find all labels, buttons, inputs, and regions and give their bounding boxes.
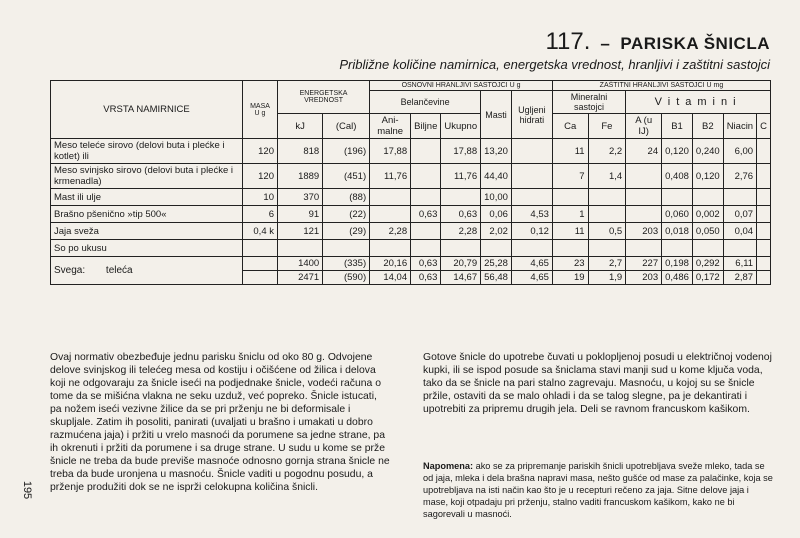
table-cell: 1,9	[588, 271, 626, 285]
table-cell: 13,20	[481, 139, 512, 164]
recipe-number: 117.	[545, 28, 591, 55]
col-c: C	[757, 114, 771, 139]
table-cell: 0,120	[662, 139, 693, 164]
table-cell: 818	[278, 139, 323, 164]
table-cell: 10	[243, 189, 278, 206]
table-cell: 0,486	[662, 271, 693, 285]
col-minerali: Mineralni sastojci	[552, 91, 625, 114]
table-cell: 19	[552, 271, 588, 285]
table-cell: 11,76	[370, 164, 411, 189]
table-cell	[662, 189, 693, 206]
col-masa: MASA U g	[243, 81, 278, 139]
col-kj: kJ	[278, 114, 323, 139]
table-cell	[511, 164, 552, 189]
table-cell: 0,63	[441, 206, 481, 223]
table-cell	[757, 240, 771, 257]
table-cell: 2,7	[588, 257, 626, 271]
col-masti: Masti	[481, 91, 512, 139]
table-cell: 0,06	[481, 206, 512, 223]
table-cell	[552, 240, 588, 257]
table-cell: 1	[552, 206, 588, 223]
table-cell	[662, 240, 693, 257]
table-cell: 20,79	[441, 257, 481, 271]
table-cell: 2,28	[441, 223, 481, 240]
table-cell: 20,16	[370, 257, 411, 271]
table-row	[51, 223, 771, 240]
table-cell: 370	[278, 189, 323, 206]
table-cell: 0,07	[723, 206, 756, 223]
table-cell: 91	[278, 206, 323, 223]
table-cell: 10,00	[481, 189, 512, 206]
table-cell	[370, 189, 411, 206]
table-cell: 11	[552, 223, 588, 240]
table-cell: 17,88	[370, 139, 411, 164]
table-cell: 6,00	[723, 139, 756, 164]
table-cell: 1,4	[588, 164, 626, 189]
svega-label: Svega: teleća	[51, 257, 243, 285]
table-cell	[411, 164, 441, 189]
table-cell: (22)	[323, 206, 370, 223]
table-cell: 0,002	[692, 206, 723, 223]
table-cell: 121	[278, 223, 323, 240]
col-ca: Ca	[552, 114, 588, 139]
col-a: A (u IJ)	[626, 114, 662, 139]
table-cell: 203	[626, 271, 662, 285]
table-cell: 11,76	[441, 164, 481, 189]
table-cell: 56,48	[481, 271, 512, 285]
table-cell: 0,63	[411, 257, 441, 271]
table-cell: (590)	[323, 271, 370, 285]
table-cell: 227	[626, 257, 662, 271]
col-b2: B2	[692, 114, 723, 139]
table-cell	[370, 206, 411, 223]
table-cell: (88)	[323, 189, 370, 206]
total-masa	[243, 271, 278, 285]
col-b1: B1	[662, 114, 693, 139]
table-cell: 0,018	[662, 223, 693, 240]
table-cell: 0,408	[662, 164, 693, 189]
table-cell	[278, 240, 323, 257]
table-cell: 7	[552, 164, 588, 189]
table-cell	[441, 189, 481, 206]
table-cell: 0,63	[411, 271, 441, 285]
col-osnovni: OSNOVNI HRANLJIVI SASTOJCI U g	[370, 81, 553, 91]
table-cell: 2,28	[370, 223, 411, 240]
table-cell	[626, 189, 662, 206]
table-cell: (335)	[323, 257, 370, 271]
page-number: 195	[21, 480, 34, 500]
table-row	[51, 189, 771, 206]
col-fe: Fe	[588, 114, 626, 139]
table-cell: 23	[552, 257, 588, 271]
table-cell: 120	[243, 164, 278, 189]
table-cell: 14,67	[441, 271, 481, 285]
table-cell	[626, 164, 662, 189]
table-cell	[757, 206, 771, 223]
col-vitamini: Vitamini	[626, 91, 771, 114]
note-text: ako se za pripremanje pariskih šnicli upotrebljava sveže mleko, tada se od jaja, mleka i dela brašna napravi masa, nešto gušće od mase za palačinke, koja se upotrebljava na isti način kao što je u recepturi rečeno za jaja. Sitne delove jaja i mase, koji otpadaju pri prženju, stalno vaditi francuskom kašikom, kako ne bi sagorevali u masnoći.	[423, 461, 773, 519]
table-cell	[626, 206, 662, 223]
table-cell: 0,050	[692, 223, 723, 240]
table-cell	[243, 240, 278, 257]
table-cell: 120	[243, 139, 278, 164]
table-cell: 0,120	[692, 164, 723, 189]
table-row-total-telece	[51, 257, 771, 271]
table-cell: (29)	[323, 223, 370, 240]
table-cell: 6,11	[723, 257, 756, 271]
table-cell	[723, 189, 756, 206]
table-cell	[723, 240, 756, 257]
table-cell	[411, 139, 441, 164]
table-cell: 0,198	[662, 257, 693, 271]
table-row	[51, 139, 771, 164]
row-name: Meso svinjsko sirovo (delovi buta i plećke i krmenadla)	[51, 164, 243, 189]
table-cell: 0,4 k	[243, 223, 278, 240]
table-cell	[588, 206, 626, 223]
row-name: So po ukusu	[51, 240, 243, 257]
recipe-dash: –	[600, 34, 611, 53]
table-cell	[757, 223, 771, 240]
row-name: Mast ili ulje	[51, 189, 243, 206]
table-cell	[692, 240, 723, 257]
table-cell: 11	[552, 139, 588, 164]
table-cell	[411, 240, 441, 257]
table-cell: 203	[626, 223, 662, 240]
col-energ: ENERGETSKA VREDNOST	[278, 81, 370, 114]
table-cell: 2,2	[588, 139, 626, 164]
table-cell: 0,292	[692, 257, 723, 271]
table-cell: 1889	[278, 164, 323, 189]
table-cell: 2,87	[723, 271, 756, 285]
total-name-telece: teleća	[105, 265, 133, 276]
row-name: Jaja sveža	[51, 223, 243, 240]
table-cell	[692, 189, 723, 206]
table-cell	[757, 189, 771, 206]
total-masa	[243, 257, 278, 271]
table-cell	[411, 223, 441, 240]
table-cell: 0,5	[588, 223, 626, 240]
note-label: Napomena:	[423, 461, 474, 471]
table-cell	[481, 240, 512, 257]
table-cell: 0,060	[662, 206, 693, 223]
col-biljne: Biljne	[411, 114, 441, 139]
table-cell	[511, 189, 552, 206]
table-cell	[626, 240, 662, 257]
table-cell: 17,88	[441, 139, 481, 164]
table-cell: (196)	[323, 139, 370, 164]
table-cell: 4,65	[511, 257, 552, 271]
table-cell	[441, 240, 481, 257]
table-row	[51, 206, 771, 223]
table-cell: (451)	[323, 164, 370, 189]
note	[423, 460, 773, 520]
table-cell	[757, 257, 771, 271]
table-cell	[757, 271, 771, 285]
recipe-title	[545, 28, 770, 56]
table-cell: 2471	[278, 271, 323, 285]
recipe-subtitle: Približne količine namirnica, energetska vrednost, hranljivi i zaštitni sastojci	[339, 57, 770, 72]
col-ugljeni: Ugljeni hidrati	[511, 91, 552, 139]
table-cell: 2,02	[481, 223, 512, 240]
table-cell: 25,28	[481, 257, 512, 271]
col-vrsta: VRSTA NAMIRNICE	[51, 81, 243, 139]
col-niacin: Niacin	[723, 114, 756, 139]
table-cell: 1400	[278, 257, 323, 271]
table-cell	[552, 189, 588, 206]
table-cell: 0,172	[692, 271, 723, 285]
table-cell	[588, 189, 626, 206]
instructions-right: Gotove šnicle do upotrebe čuvati u poklopljenoj posudi u električnoj vodenoj kupki, ili se ispod posude sa šniclama stavi manji sud u kome ključa voda, tako da se šnicle na pari stalno zagrevaju. Masnoću, u kojoj su se šnicle pržile, ostaviti da se malo ohladi i da se talog slegne, pa je dekantirati i upotrebiti za pripremu drugih jela. Deli se ravnom francuskom kašikom.	[423, 352, 772, 415]
col-belancevine: Belančevine	[370, 91, 481, 114]
table-body	[51, 139, 771, 257]
col-ukupno: Ukupno	[441, 114, 481, 139]
col-zastitni: ZAŠTITNI HRANLJIVI SASTOJCI U mg	[552, 81, 770, 91]
table-cell: 0,63	[411, 206, 441, 223]
table-cell: 0,12	[511, 223, 552, 240]
table-cell	[370, 240, 411, 257]
recipe-name: PARISKA ŠNICLA	[620, 34, 770, 53]
row-name: Brašno pšenično »tip 500«	[51, 206, 243, 223]
table-cell	[511, 139, 552, 164]
table-cell	[411, 189, 441, 206]
table-cell	[323, 240, 370, 257]
nutrition-table	[50, 80, 771, 285]
table-cell: 0,240	[692, 139, 723, 164]
col-animalne: Ani- malne	[370, 114, 411, 139]
table-cell	[757, 139, 771, 164]
table-cell: 6	[243, 206, 278, 223]
table-cell	[511, 240, 552, 257]
table-row	[51, 164, 771, 189]
table-row	[51, 240, 771, 257]
row-name: Meso teleće sirovo (delovi buta i plećke i kotlet) ili	[51, 139, 243, 164]
table-cell: 2,76	[723, 164, 756, 189]
col-cal: (Cal)	[323, 114, 370, 139]
table-cell: 24	[626, 139, 662, 164]
table-cell: 0,04	[723, 223, 756, 240]
table-cell: 4,65	[511, 271, 552, 285]
table-cell: 4,53	[511, 206, 552, 223]
table-cell	[588, 240, 626, 257]
table-cell	[757, 164, 771, 189]
table-cell: 14,04	[370, 271, 411, 285]
table-cell: 44,40	[481, 164, 512, 189]
instructions-left: Ovaj normativ obezbeđuje jednu parisku šniclu od oko 80 g. Odvojene delove svinjskog ili telećeg mesa od kostiju i očišćene od žilica i delova koji ne odgovaraju za šnicle iseći na podjednake šnicle, vodeći računa o tome da se mišićna vlakna ne seku uzduž, već popreko. Šnicle istucati, pa nožem iseći vezivne žilice da se pri prženju ne bi deformisale i skupljale. Zatim ih posoliti, panirati (uvaljati u brašno i umakati u dobro razmućena jaja) i pržiti u vrelo masnoći da porumene sa jedne strane, pa ih okrenuti i pržiti da porumene i sa druge strane. U sudu u kome se prže šnicle ne treba da bude previše masnoće odnosno gornja strana šnicle ne treba da bude uronjena u masnoću. Šnicle vaditi u pogodnu posudu, a prženje produžiti dok se ne isprži celokupna količina šnicli.	[50, 352, 390, 493]
